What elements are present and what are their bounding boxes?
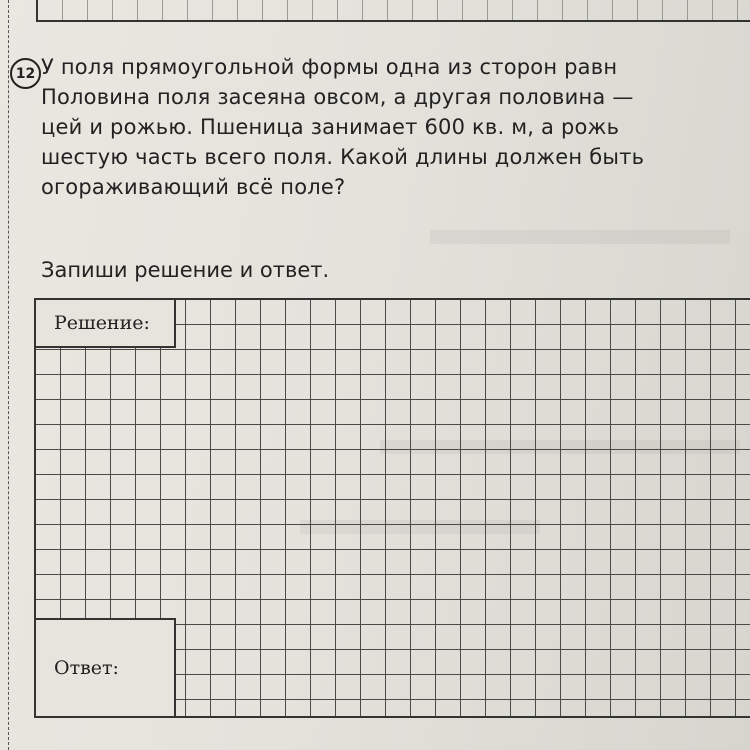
previous-task-grid [36, 0, 750, 22]
instruction-text: Запиши решение и ответ. [41, 258, 330, 282]
problem-text [41, 52, 750, 202]
bleed-through [430, 230, 730, 244]
problem-line: У поля прямоугольной формы одна из сторон равн [41, 55, 618, 79]
problem-line: цей и рожью. Пшеница занимает 600 кв. м, а рожь [41, 115, 620, 139]
solution-label: Решение: [36, 300, 176, 348]
problem-line: Половина поля засеяна овсом, а другая половина — [41, 85, 634, 109]
problem-line: огораживающий всё поле? [41, 175, 346, 199]
answer-grid[interactable] [34, 298, 750, 718]
answer-label: Ответ: [36, 618, 176, 716]
task-number-badge: 12 [10, 58, 41, 89]
cut-line [8, 0, 9, 750]
problem-line: шестую часть всего поля. Какой длины должен быть [41, 145, 645, 169]
